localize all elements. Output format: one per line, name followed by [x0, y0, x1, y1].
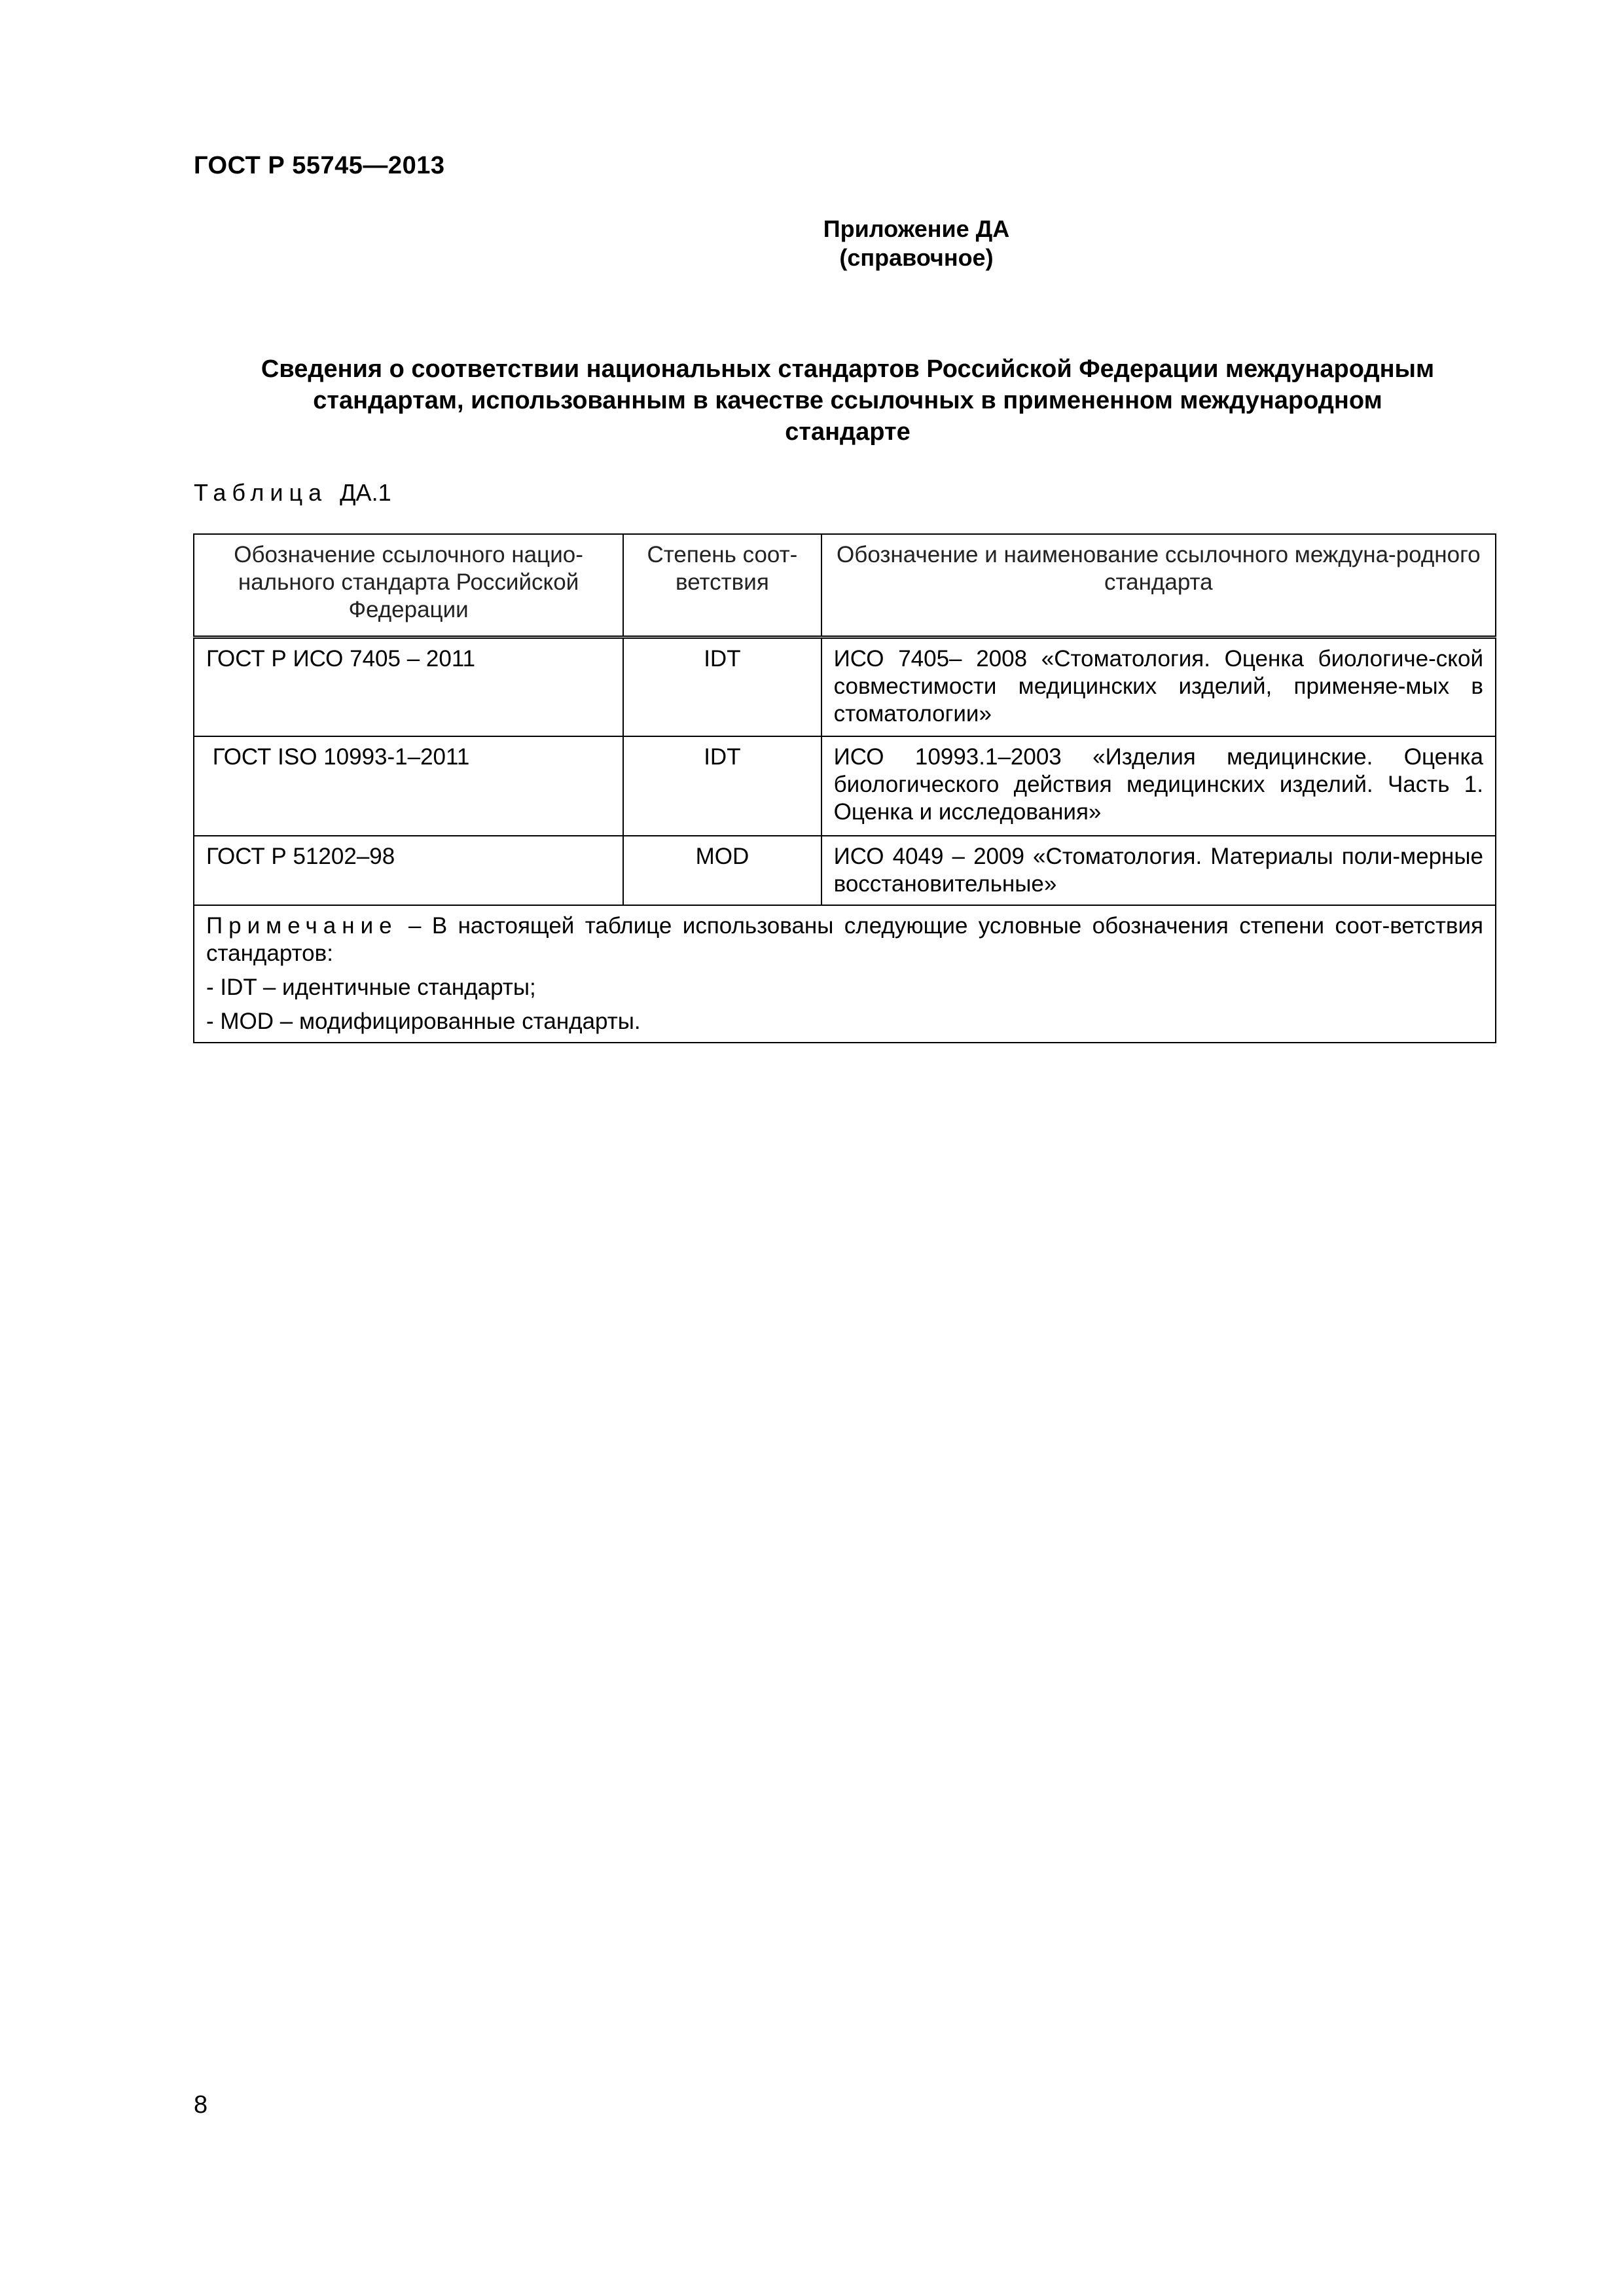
page-number: 8 [194, 2091, 208, 2119]
table-row [194, 736, 1496, 836]
document-code: ГОСТ Р 55745—2013 [194, 152, 445, 179]
section-heading-line-3: стандарте [785, 418, 911, 446]
column-header-national-standard: Обозначение ссылочного нацио-нального стандарта Российской Федерации [194, 534, 623, 637]
table-caption-label: Таблица [194, 479, 328, 506]
cell-degree: IDT [623, 637, 821, 737]
cell-international-standard: ИСО 4049 – 2009 «Стоматология. Материалы поли-мерные восстановительные» [821, 836, 1496, 905]
table-header-row [194, 534, 1496, 637]
section-heading-line-2: стандартам, использованным в качестве ссылочных в примененном международном [313, 387, 1382, 414]
table-row [194, 836, 1496, 905]
reference-standards-table [193, 533, 1496, 1043]
note-body: – В настоящей таблице использованы следующие условные обозначения степени соот-ветствия стандартов: [206, 913, 1483, 966]
cell-degree: IDT [623, 736, 821, 836]
note-text [206, 912, 1483, 967]
table-note [194, 905, 1496, 1043]
note-label: Примечание [206, 913, 398, 939]
table-row [194, 637, 1496, 737]
table-caption-number: ДА.1 [340, 479, 391, 506]
cell-national-standard: ГОСТ Р 51202–98 [194, 836, 623, 905]
appendix-title: Приложение ДА [823, 215, 1010, 242]
table-note-row [194, 905, 1496, 1043]
cell-national-standard: ГОСТ Р ИСО 7405 – 2011 [194, 637, 623, 737]
appendix-kind: (справочное) [839, 244, 994, 271]
cell-international-standard: ИСО 10993.1–2003 «Изделия медицинские. Оценка биологического действия медицинских изделий. Часть 1. Оценка и исследования» [821, 736, 1496, 836]
column-header-degree: Степень соот-ветствия [623, 534, 821, 637]
note-item-mod: - MOD – модифицированные стандарты. [206, 1009, 641, 1034]
column-header-international-standard: Обозначение и наименование ссылочного междуна-родного стандарта [821, 534, 1496, 637]
cell-national-standard: ГОСТ ISO 10993-1–2011 [194, 736, 623, 836]
table-caption [194, 479, 391, 507]
cell-international-standard: ИСО 7405– 2008 «Стоматология. Оценка биологиче-ской совместимости медицинских изделий, применяе-мых в стоматологии» [821, 637, 1496, 737]
note-item-idt: - IDT – идентичные стандарты; [206, 975, 536, 1000]
section-heading [196, 353, 1499, 448]
cell-degree: MOD [623, 836, 821, 905]
section-heading-line-1: Сведения о соответствии национальных стандартов Российской Федерации международным [261, 355, 1435, 383]
